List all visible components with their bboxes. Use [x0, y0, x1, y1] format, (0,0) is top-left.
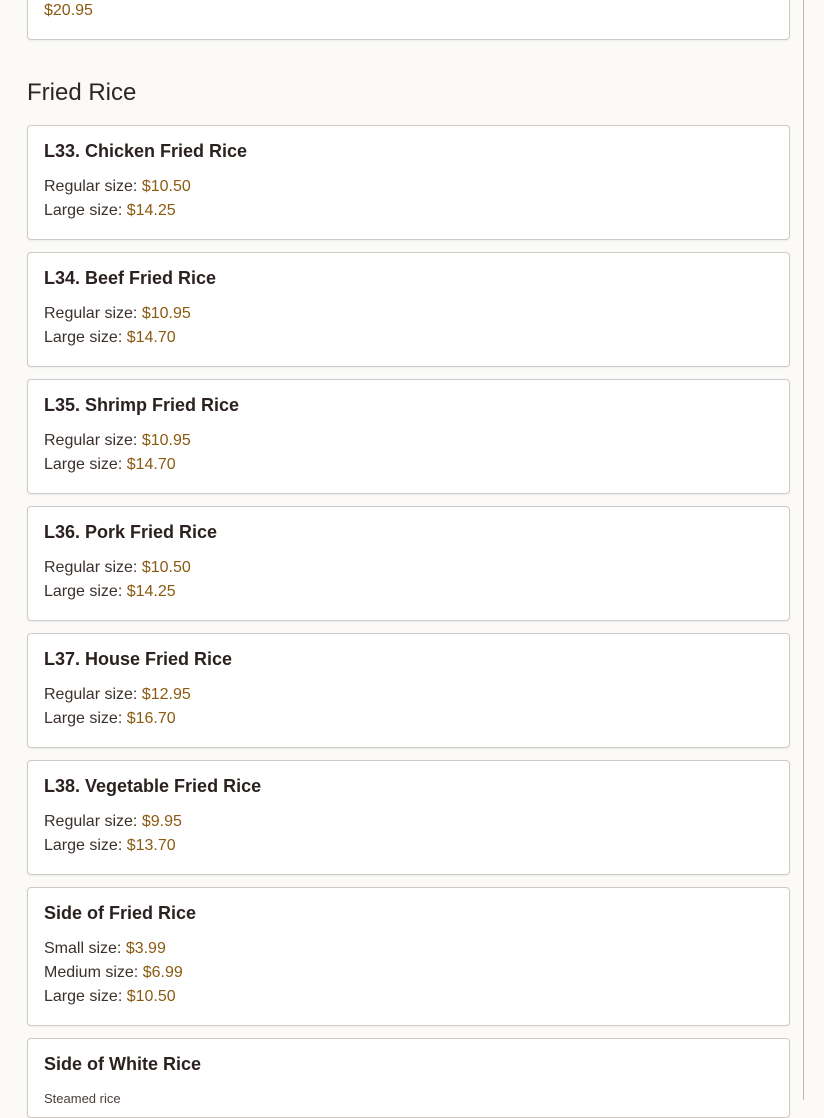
- price-line-large: [44, 710, 176, 728]
- price-line-regular: [44, 432, 191, 450]
- price-value: $16.70: [126, 710, 176, 727]
- item-title: Side of White Rice: [44, 1054, 202, 1074]
- price-line-regular: [44, 178, 191, 196]
- menu-item-card[interactable]: [27, 506, 790, 621]
- price-value: $10.50: [141, 178, 191, 195]
- price-line-large: [44, 329, 176, 347]
- size-label: Medium size:: [44, 964, 139, 981]
- price-value: $12.95: [141, 686, 191, 703]
- item-title: L36. Pork Fried Rice: [44, 522, 218, 542]
- price-value: $3.99: [125, 940, 166, 957]
- price-value: $10.50: [126, 988, 176, 1005]
- menu-item-card[interactable]: [27, 887, 790, 1026]
- price-value: $6.99: [142, 964, 183, 981]
- size-label: Large size:: [44, 988, 123, 1005]
- price-value: $20.95: [44, 2, 93, 19]
- section-heading-fried-rice: Fried Rice: [27, 79, 137, 106]
- price-line-large: [44, 837, 176, 855]
- price-value: $14.70: [126, 329, 176, 346]
- size-label: Regular size:: [44, 686, 138, 703]
- size-label: Regular size:: [44, 305, 138, 322]
- menu-item-card[interactable]: [27, 379, 790, 494]
- price-line-regular: [44, 559, 191, 577]
- menu-item-card[interactable]: [27, 633, 790, 748]
- price-line-small: [44, 940, 166, 958]
- item-title: L38. Vegetable Fried Rice: [44, 776, 262, 796]
- price-line-regular: [44, 686, 191, 704]
- price-value: $10.95: [141, 432, 191, 449]
- size-label: Large size:: [44, 583, 123, 600]
- price-line-large: [44, 456, 176, 474]
- size-label: Large size:: [44, 710, 123, 727]
- size-label: Large size:: [44, 837, 123, 854]
- menu-item-card[interactable]: [27, 125, 790, 240]
- item-title: L34. Beef Fried Rice: [44, 268, 217, 288]
- item-title: Side of Fried Rice: [44, 903, 197, 923]
- item-title: L37. House Fried Rice: [44, 649, 233, 669]
- item-price: [44, 2, 93, 20]
- price-value: $13.70: [126, 837, 176, 854]
- price-value: $9.95: [141, 813, 182, 830]
- price-value: $10.50: [141, 559, 191, 576]
- menu-item-card[interactable]: [27, 760, 790, 875]
- menu-item-card[interactable]: [27, 252, 790, 367]
- size-label: Regular size:: [44, 813, 138, 830]
- price-line-large: [44, 202, 176, 220]
- price-value: $14.70: [126, 456, 176, 473]
- price-line-large: [44, 988, 176, 1006]
- size-label: Regular size:: [44, 178, 138, 195]
- size-label: Regular size:: [44, 432, 138, 449]
- price-line-regular: [44, 813, 182, 831]
- size-label: Large size:: [44, 202, 123, 219]
- size-label: Large size:: [44, 456, 123, 473]
- size-label: Regular size:: [44, 559, 138, 576]
- price-line-medium: [44, 964, 183, 982]
- menu-item-card-previous[interactable]: [27, 0, 790, 40]
- price-line-regular: [44, 305, 191, 323]
- item-title: L35. Shrimp Fried Rice: [44, 395, 240, 415]
- price-value: $10.95: [141, 305, 191, 322]
- size-label: Large size:: [44, 329, 123, 346]
- price-value: $14.25: [126, 583, 176, 600]
- item-title: L33. Chicken Fried Rice: [44, 141, 248, 161]
- size-label: Small size:: [44, 940, 122, 957]
- price-value: $14.25: [126, 202, 176, 219]
- menu-item-card-next[interactable]: [27, 1038, 790, 1118]
- item-description: Steamed rice: [44, 1091, 121, 1106]
- price-line-large: [44, 583, 176, 601]
